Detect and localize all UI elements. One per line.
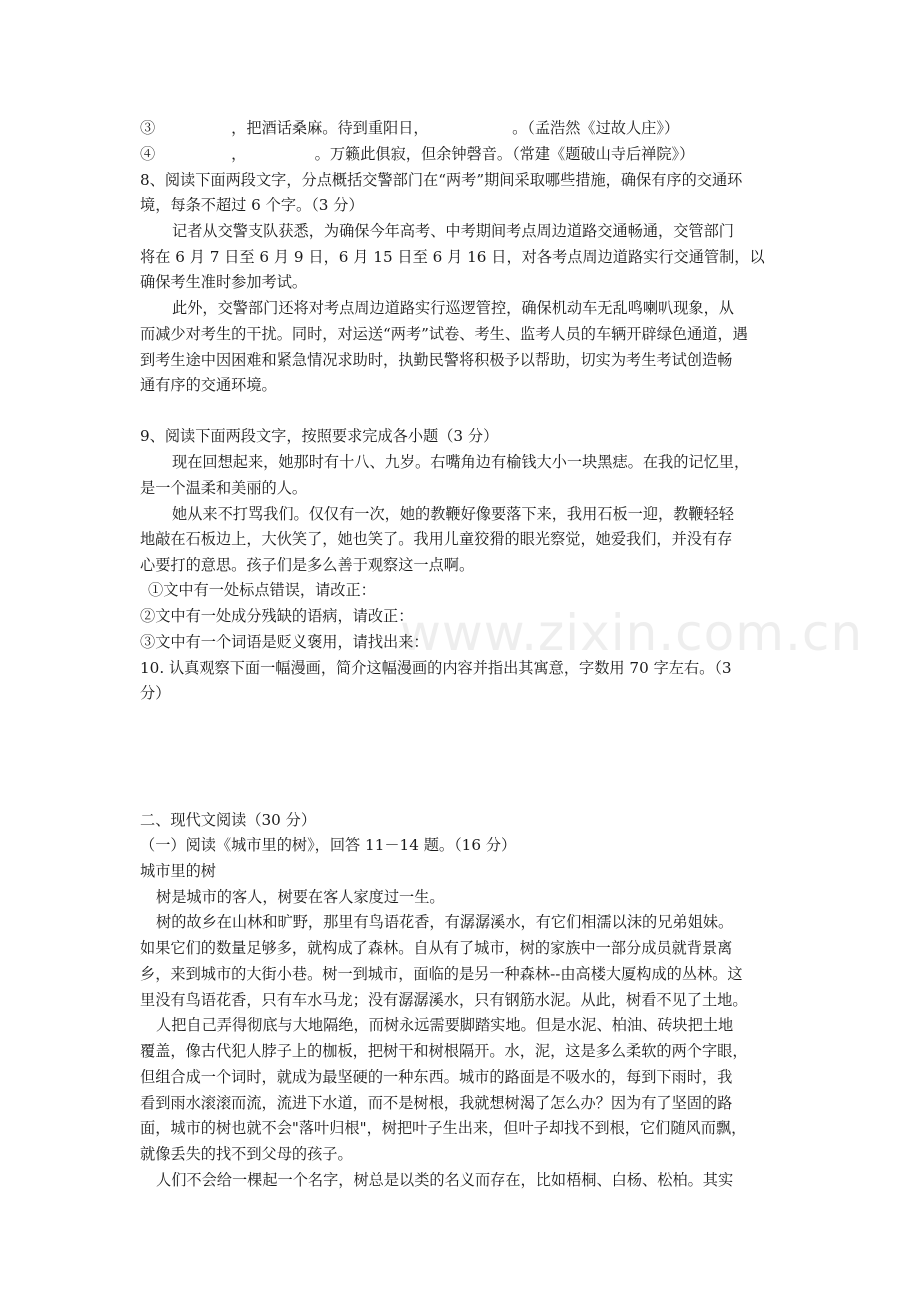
essay-line: 人们不会给一棵起一个名字，树总是以类的名义而存在，比如梧桐、白杨、松柏。其实 xyxy=(156,1171,734,1189)
question-8-stem: 8、阅读下面两段文字，分点概括交警部门在“两考”期间采取哪些措施，确保有序的交通环 xyxy=(140,171,743,189)
q9-passage-line: 现在回想起来，她那时有十八、九岁。右嘴角边有榆钱大小一块黑痣。在我的记忆里， xyxy=(172,453,750,471)
essay-title: 城市里的树 xyxy=(140,862,216,880)
essay-line: 看到雨水滚滚而流，流进下水道，而不是树根，我就想树渴了怎么办？因为有了坚固的路 xyxy=(140,1094,733,1112)
reading-1-instruction: （一）阅读《城市里的树》，回答 11－14 题。（16 分） xyxy=(140,836,517,854)
essay-line: 但组合成一个词时，就成为最坚硬的一种东西。城市的路面是不吸水的，每到下雨时，我 xyxy=(140,1068,733,1086)
q8-passage-line: 到考生途中因困难和紧急情况求助时，执勤民警将积极予以帮助，切实为考生考试创造畅 xyxy=(140,351,733,369)
q8-passage-line: 记者从交警支队获悉，为确保今年高考、中考期间考点周边道路交通畅通，交管部门 xyxy=(172,222,734,240)
essay-line: 乡，来到城市的大街小巷。树一到城市，面临的是另一种森林--由高楼大厦构成的丛林。这 xyxy=(140,965,743,983)
q8-passage-line: 通有序的交通环境。 xyxy=(140,376,277,394)
essay-line: 人把自己弄得彻底与大地隔绝，而树永远需要脚踏实地。但是水泥、柏油、砖块把土地 xyxy=(156,1016,734,1034)
question-8-stem-cont: 境，每条不超过 6 个字。（3 分） xyxy=(140,196,364,214)
q9-subquestion-1: ①文中有一处标点错误，请改正： xyxy=(148,581,376,599)
q8-passage-line: 而减少对考生的干扰。同时，对运送“两考”试卷、考生、监考人员的车辆开辟绿色通道，遇 xyxy=(140,325,748,343)
q9-passage-line: 是一个温柔和美丽的人。 xyxy=(140,479,308,497)
q8-passage-line: 将在 6 月 7 日至 6 月 9 日，6 月 15 日至 6 月 16 日，对各考点周边道路实行交通管制，以 xyxy=(140,248,765,266)
q9-passage-line: 她从来不打骂我们。仅仅有一次，她的教鞭好像要落下来，我用石板一迎，教鞭轻轻 xyxy=(172,505,734,523)
q9-passage-line: 地敲在石板边上，大伙笑了，她也笑了。我用儿童狡猾的眼光察觉，她爱我们，并没有存 xyxy=(140,530,733,548)
q8-passage-line: 确保考生准时参加考试。 xyxy=(140,273,308,291)
essay-line: 就像丢失的找不到父母的孩子。 xyxy=(140,1145,353,1163)
poem-blank-line-4: ④ ， 。万籁此俱寂，但余钟磬音。（常建《题破山寺后禅院》） xyxy=(140,145,695,163)
question-10-stem-cont: 分） xyxy=(140,684,171,702)
question-9-stem: 9、阅读下面两段文字，按照要求完成各小题（3 分） xyxy=(140,427,499,445)
essay-line: 树是城市的客人，树要在客人家度过一生。 xyxy=(156,888,445,906)
poem-blank-line-3: ③ ，把酒话桑麻。待到重阳日， 。（孟浩然《过故人庄》） xyxy=(140,119,680,137)
essay-line: 树的故乡在山林和旷野，那里有鸟语花香，有潺潺溪水，有它们相濡以沫的兄弟姐妹。 xyxy=(156,913,734,931)
section-2-heading: 二、现代文阅读（30 分） xyxy=(140,811,317,829)
q8-passage-line: 此外，交警部门还将对考点周边道路实行巡逻管控，确保机动车无乱鸣喇叭现象，从 xyxy=(172,299,734,317)
essay-line: 面，城市的树也就不会"落叶归根"，树把叶子生出来，但叶子却找不到根，它们随风而飘， xyxy=(140,1119,747,1137)
watermark: www.zixin.com.cn xyxy=(400,604,864,662)
essay-line: 如果它们的数量足够多，就构成了森林。自从有了城市，树的家族中一部分成员就背景离 xyxy=(140,939,733,957)
essay-line: 覆盖，像古代犯人脖子上的枷板，把树干和树根隔开。水，泥，这是多么柔软的两个字眼， xyxy=(140,1042,748,1060)
q9-subquestion-2: ②文中有一处成分残缺的语病，请改正： xyxy=(140,607,414,625)
essay-line: 里没有鸟语花香，只有车水马龙；没有潺潺溪水，只有钢筋水泥。从此，树看不见了土地。 xyxy=(140,991,748,1009)
q9-subquestion-3: ③文中有一个词语是贬义褒用，请找出来： xyxy=(140,633,429,651)
question-10-stem: 10. 认真观察下面一幅漫画，简介这幅漫画的内容并指出其寓意，字数用 70 字左右。（3 xyxy=(140,659,732,677)
q9-passage-line: 心要打的意思。孩子们是多么善于观察这一点啊。 xyxy=(140,556,475,574)
